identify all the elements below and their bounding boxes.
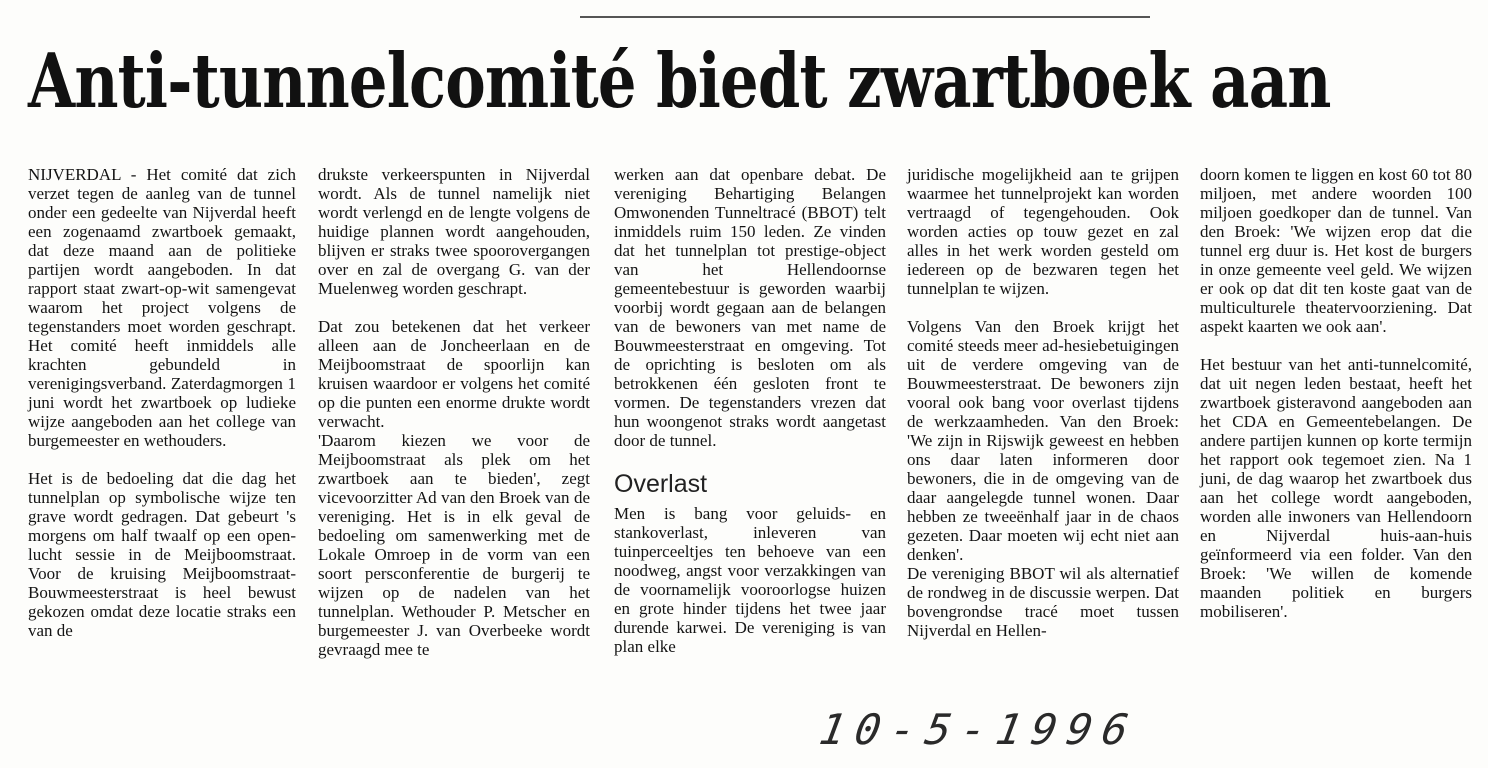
paragraph: drukste verkeerspunten in Nijverdal wordt. Als de tunnel namelijk niet wordt verlengd en de lengte volgens de huidige plannen wordt aangehouden, blijven er straks twee spoorovergangen over en zal de overgang G. van der Muelenweg worden geschrapt. [318, 165, 590, 298]
paragraph: Het is de bedoeling dat die dag het tunnelplan op symbolische wijze ten grave wordt gedragen. Dat gebeurt 's morgens om half twaalf op een open-lucht sessie in de Meijboomstraat. Voor de kruising Meijboomstraat-Bouwmeesterstraat is heel bewust gekozen omdat deze locatie straks een van de [28, 469, 296, 640]
article-column-4 [907, 165, 1179, 640]
paragraph: werken aan dat openbare debat. De vereniging Behartiging Belangen Omwonenden Tunneltracé (BBOT) telt inmiddels ruim 150 leden. Ze vinden dat het tunnelplan tot prestige-object van het Hellendoornse gemeentebestuur is geworden waarbij voorbij wordt gegaan aan de belangen van de bewoners van met name de Bouwmeesterstraat en omgeving. Tot de oprichting is besloten om als betrokkenen één gesloten front te vormen. De tegenstanders vrezen dat hun woongenot straks wordt aangetast door de tunnel. [614, 165, 886, 450]
paragraph: doorn komen te liggen en kost 60 tot 80 miljoen, met andere woorden 100 miljoen goedkoper dan de tunnel. Van den Broek: 'We wijzen erop dat die tunnel erg duur is. Het kost de burgers in onze gemeente veel geld. We wijzen er ook op dat dit ten koste gaat van de multiculturele theatervoorziening. Dat aspekt kaarten we ook aan'. [1200, 165, 1472, 336]
paragraph: juridische mogelijkheid aan te grijpen waarmee het tunnelprojekt kan worden vertraagd of tegengehouden. Ook worden acties op touw gezet en zal alles in het werk worden gesteld om iedereen op de bezwaren tegen het tunnelplan te wijzen. [907, 165, 1179, 298]
paragraph: Het bestuur van het anti-tunnelcomité, dat uit negen leden bestaat, heeft het zwartboek gisteravond aangeboden aan het CDA en Gemeentebelangen. De andere partijen kunnen op korte termijn het rapport ook tegemoet zien. Na 1 juni, de dag waarop het zwartboek dus aan het college wordt aangeboden, worden alle inwoners van Hellendoorn en Nijverdal huis-aan-huis geïnformeerd via een folder. Van den Broek: 'We willen de komende maanden politiek en burgers mobiliseren'. [1200, 355, 1472, 621]
paragraph: NIJVERDAL - Het comité dat zich verzet tegen de aanleg van de tunnel onder een gedeelte van Nijverdal heeft een zogenaamd zwartboek gemaakt, dat deze maand aan de politieke partijen wordt aangeboden. In dat rapport staat zwart-op-wit samengevat waarom het project volgens de tegenstanders moet worden geschrapt. Het comité heeft inmiddels alle krachten gebundeld in verenigingsverband. Zaterdagmorgen 1 juni wordt het zwartboek op ludieke wijze aangeboden aan het college van burgemeester en wethouders. [28, 165, 296, 450]
article-column-1 [28, 165, 296, 640]
paragraph: Dat zou betekenen dat het verkeer alleen aan de Joncheerlaan en de Meijboomstraat de spoorlijn kan kruisen waardoor er volgens het comité op die punten een enorme drukte wordt verwacht. [318, 317, 590, 431]
handwritten-date: 10-5-1996 [815, 705, 1142, 754]
paragraph: De vereniging BBOT wil als alternatief de rondweg in de discussie werpen. Dat bovengrondse tracé moet tussen Nijverdal en Hellen- [907, 564, 1179, 640]
article-column-5 [1200, 165, 1472, 621]
paragraph: Men is bang voor geluids- en stankoverlast, inleveren van tuinperceeltjes ten behoeve van een noodweg, angst voor verzakkingen van de voornamelijk vooroorlogse huizen en grote hinder tijdens het twee jaar durende karwei. De vereniging is van plan elke [614, 504, 886, 656]
headline: Anti-tunnelcomité biedt zwartboek aan [28, 37, 1331, 125]
paragraph: Volgens Van den Broek krijgt het comité steeds meer ad-hesiebetuigingen uit de verdere omgeving van de Bouwmeesterstraat. De bewoners zijn vooral ook bang voor overlast tijdens de werkzaamheden. Van den Broek: 'We zijn in Rijswijk geweest en hebben ons daar laten informeren door bewoners, die in de omgeving van de daar aangelegde tunnel wonen. Daar hebben ze tweeënhalf jaar in de chaos gezeten. Daar moeten wij echt niet aan denken'. [907, 317, 1179, 564]
article-column-3 [614, 165, 886, 656]
paragraph: 'Daarom kiezen we voor de Meijboomstraat als plek om het zwartboek aan te bieden', zegt vicevoorzitter Ad van den Broek van de vereniging. Het is in elk geval de bedoeling om samenwerking met de Lokale Omroep in de vorm van een soort persconferentie de burgerij te wijzen op de nadelen van het tunnelplan. Wethouder P. Metscher en burgemeester J. van Overbeeke wordt gevraagd mee te [318, 431, 590, 659]
article-column-2 [318, 165, 590, 659]
top-rule [580, 16, 1150, 18]
section-subhead: Overlast [614, 470, 708, 498]
